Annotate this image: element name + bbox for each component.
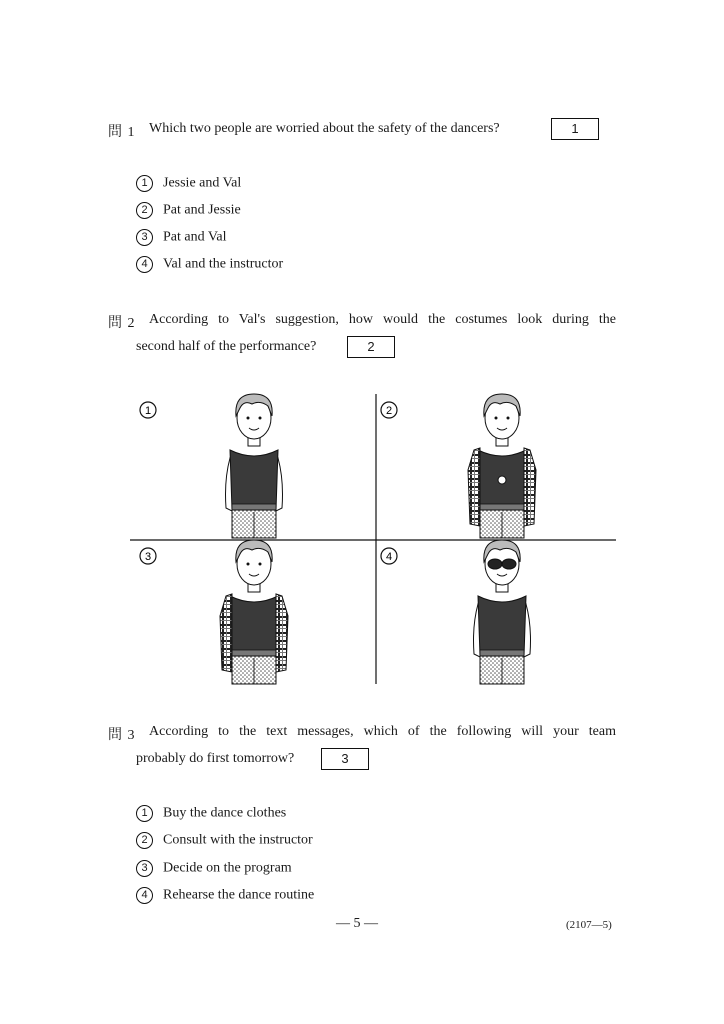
q1-number: 問 1 <box>108 125 136 140</box>
q3-option-4-label: Rehearse the dance routine <box>163 887 315 903</box>
q1-option-4-label: Val and the instructor <box>163 256 284 272</box>
q3-number: 問 3 <box>108 728 136 743</box>
necklace-icon <box>498 476 506 484</box>
q1-option-2[interactable] <box>136 202 241 219</box>
q3-option-3[interactable] <box>136 860 292 877</box>
option-number-3-icon: 3 <box>136 860 153 877</box>
q2-answer-box[interactable]: 2 <box>347 336 395 358</box>
option-number-3-icon: 3 <box>136 229 153 246</box>
q1-text: Which two people are worried about the safety of the dancers? <box>149 121 500 136</box>
q3-text-line2: probably do first tomorrow? <box>136 751 295 766</box>
q1-option-2-label: Pat and Jessie <box>163 202 241 218</box>
page-number: — 5 — <box>336 916 378 931</box>
option-number-1-icon: 1 <box>136 805 153 822</box>
option-number-2-icon: 2 <box>136 832 153 849</box>
q1-option-3-label: Pat and Val <box>163 229 227 245</box>
q1-option-1-label: Jessie and Val <box>163 175 242 191</box>
q1-option-1[interactable] <box>136 175 241 192</box>
q2-number: 問 2 <box>108 316 136 331</box>
q3-option-3-label: Decide on the program <box>163 860 292 876</box>
q3-option-1-label: Buy the dance clothes <box>163 805 287 821</box>
option-number-4-icon: 4 <box>136 887 153 904</box>
q3-answer-box[interactable]: 3 <box>321 748 369 770</box>
q2-text-line1: According to Val's suggestion, how would the costumes look during the <box>149 312 616 327</box>
costume-panel-1 <box>140 394 283 538</box>
option-number-1-icon: 1 <box>136 175 153 192</box>
q3-option-2-label: Consult with the instructor <box>163 832 313 848</box>
panel-3-label: 3 <box>144 551 152 563</box>
q2-text-line2: second half of the performance? <box>136 339 317 354</box>
panel-1-label: 1 <box>144 405 152 417</box>
q3-option-4[interactable] <box>136 887 314 904</box>
q1-answer-box[interactable]: 1 <box>551 118 599 140</box>
q3-text-line1: According to the text messages, which of the following will your team <box>149 724 616 739</box>
costume-panel-3 <box>140 540 288 684</box>
q3-option-2[interactable] <box>136 832 313 849</box>
panel-4-label: 4 <box>385 551 393 563</box>
q1-option-3[interactable] <box>136 229 227 246</box>
option-number-2-icon: 2 <box>136 202 153 219</box>
q1-option-4[interactable] <box>136 256 283 273</box>
costume-options-figure <box>130 390 620 686</box>
costume-panel-2 <box>381 394 536 538</box>
costume-panel-4 <box>381 540 531 684</box>
exam-code: (2107—5) <box>566 919 612 931</box>
panel-2-label: 2 <box>385 405 393 417</box>
q3-option-1[interactable] <box>136 805 286 822</box>
option-number-4-icon: 4 <box>136 256 153 273</box>
